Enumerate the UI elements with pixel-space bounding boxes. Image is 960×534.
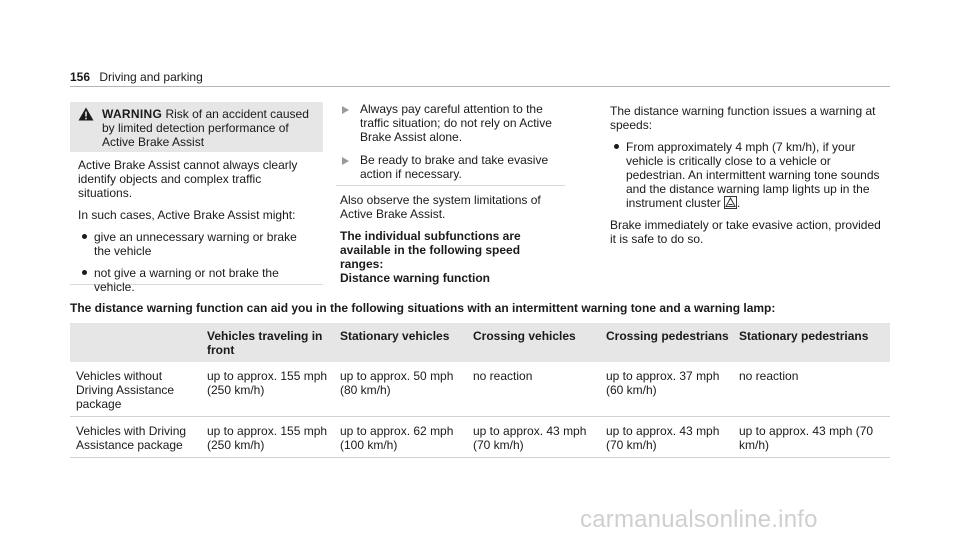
- header-rule: [70, 86, 890, 87]
- table-cell: up to approx. 43 mph (70 km/h): [600, 417, 733, 458]
- table-cell: up to approx. 43 mph (70 km/h): [733, 417, 890, 458]
- distance-warning-lamp-icon: [724, 196, 737, 209]
- table-cell: up to approx. 43 mph (70 km/h): [467, 417, 600, 458]
- column-header: Vehicles traveling in front: [201, 323, 334, 362]
- right-bullet-end: .: [737, 196, 741, 210]
- warning-headline: [102, 107, 318, 149]
- warning-triangle-icon: [78, 107, 94, 124]
- warning-bullet: [78, 230, 315, 258]
- table-cell: up to approx. 37 mph (60 km/h): [600, 362, 733, 417]
- instruction-arrow-icon: [342, 106, 349, 114]
- watermark: carmanualsonline.info: [580, 506, 818, 533]
- table-cell: Vehicles without Driving Assistance package: [70, 362, 201, 417]
- table-header-row: [70, 323, 890, 362]
- right-column: [610, 104, 890, 254]
- table-cell: up to approx. 155 mph (250 km/h): [201, 417, 334, 458]
- column-header: [70, 323, 201, 362]
- bullet-dot-icon: [82, 270, 87, 275]
- observe-text: Also observe the system limitations of Active Brake Assist.: [340, 193, 541, 221]
- right-closing: Brake immediately or take evasive action, provided it is safe to do so.: [610, 218, 881, 246]
- subsection-heading: Distance warning function: [340, 271, 491, 285]
- table-cell: up to approx. 62 mph (100 km/h): [334, 417, 467, 458]
- warning-intro: In such cases, Active Brake Assist might:: [78, 208, 296, 222]
- warning-bullet-text: give an unnecessary warning or brake the vehicle: [94, 230, 297, 258]
- page-number: 156: [70, 70, 91, 84]
- table-cell: Vehicles with Driving Assistance package: [70, 417, 201, 458]
- bullet-dot-icon: [82, 234, 87, 239]
- right-intro: The distance warning function issues a warning at speeds:: [610, 104, 876, 132]
- table-cell: no reaction: [467, 362, 600, 417]
- warning-box: [70, 102, 323, 294]
- column-header: Stationary vehicles: [334, 323, 467, 362]
- column-header: Crossing pedestrians: [600, 323, 733, 362]
- column-header: Crossing vehicles: [467, 323, 600, 362]
- warning-header: [70, 102, 323, 152]
- instruction-item: [336, 153, 565, 181]
- right-bullet-text: From approximately 4 mph (7 km/h), if your vehicle is critically close to a vehicle or pedestrian. An intermittent warning tone sounds and the distance warning lamp lights up in the instrument cluster: [626, 140, 880, 210]
- warning-bullet-text: not give a warning or not brake the vehicle.: [94, 266, 279, 294]
- warning-headline-text: Risk of an accident caused by limited detection performance of Active Brake Assist: [102, 107, 309, 149]
- table-row: [70, 362, 890, 417]
- subfunctions-heading: The individual subfunctions are available in the following speed ranges:: [340, 229, 521, 271]
- warning-body-text: Active Brake Assist cannot always clearly identify objects and complex traffic situations.: [78, 158, 298, 200]
- instruction-text: Be ready to brake and take evasive action if necessary.: [360, 153, 549, 181]
- speed-range-table: [70, 323, 890, 458]
- table-cell: up to approx. 155 mph (250 km/h): [201, 362, 334, 417]
- table-caption: The distance warning function can aid you in the following situations with an intermittent warning tone and a warning lamp:: [70, 301, 776, 315]
- table-cell: no reaction: [733, 362, 890, 417]
- instruction-item: [336, 102, 565, 144]
- warning-label: WARNING: [102, 107, 163, 121]
- bullet-dot-icon: [614, 144, 619, 149]
- instruction-box: [336, 102, 565, 186]
- table-cell: up to approx. 50 mph (80 km/h): [334, 362, 467, 417]
- middle-column: [340, 193, 565, 285]
- warning-bullet: [78, 266, 315, 294]
- instruction-text: Always pay careful attention to the traffic situation; do not rely on Active Brake Assist alone.: [360, 102, 552, 144]
- column-header: Stationary pedestrians: [733, 323, 890, 362]
- warning-body: [70, 152, 323, 294]
- right-bullet: [610, 140, 890, 210]
- section-title: Driving and parking: [99, 70, 203, 84]
- page-header: [70, 70, 203, 84]
- instruction-arrow-icon: [342, 157, 349, 165]
- table-row: [70, 417, 890, 458]
